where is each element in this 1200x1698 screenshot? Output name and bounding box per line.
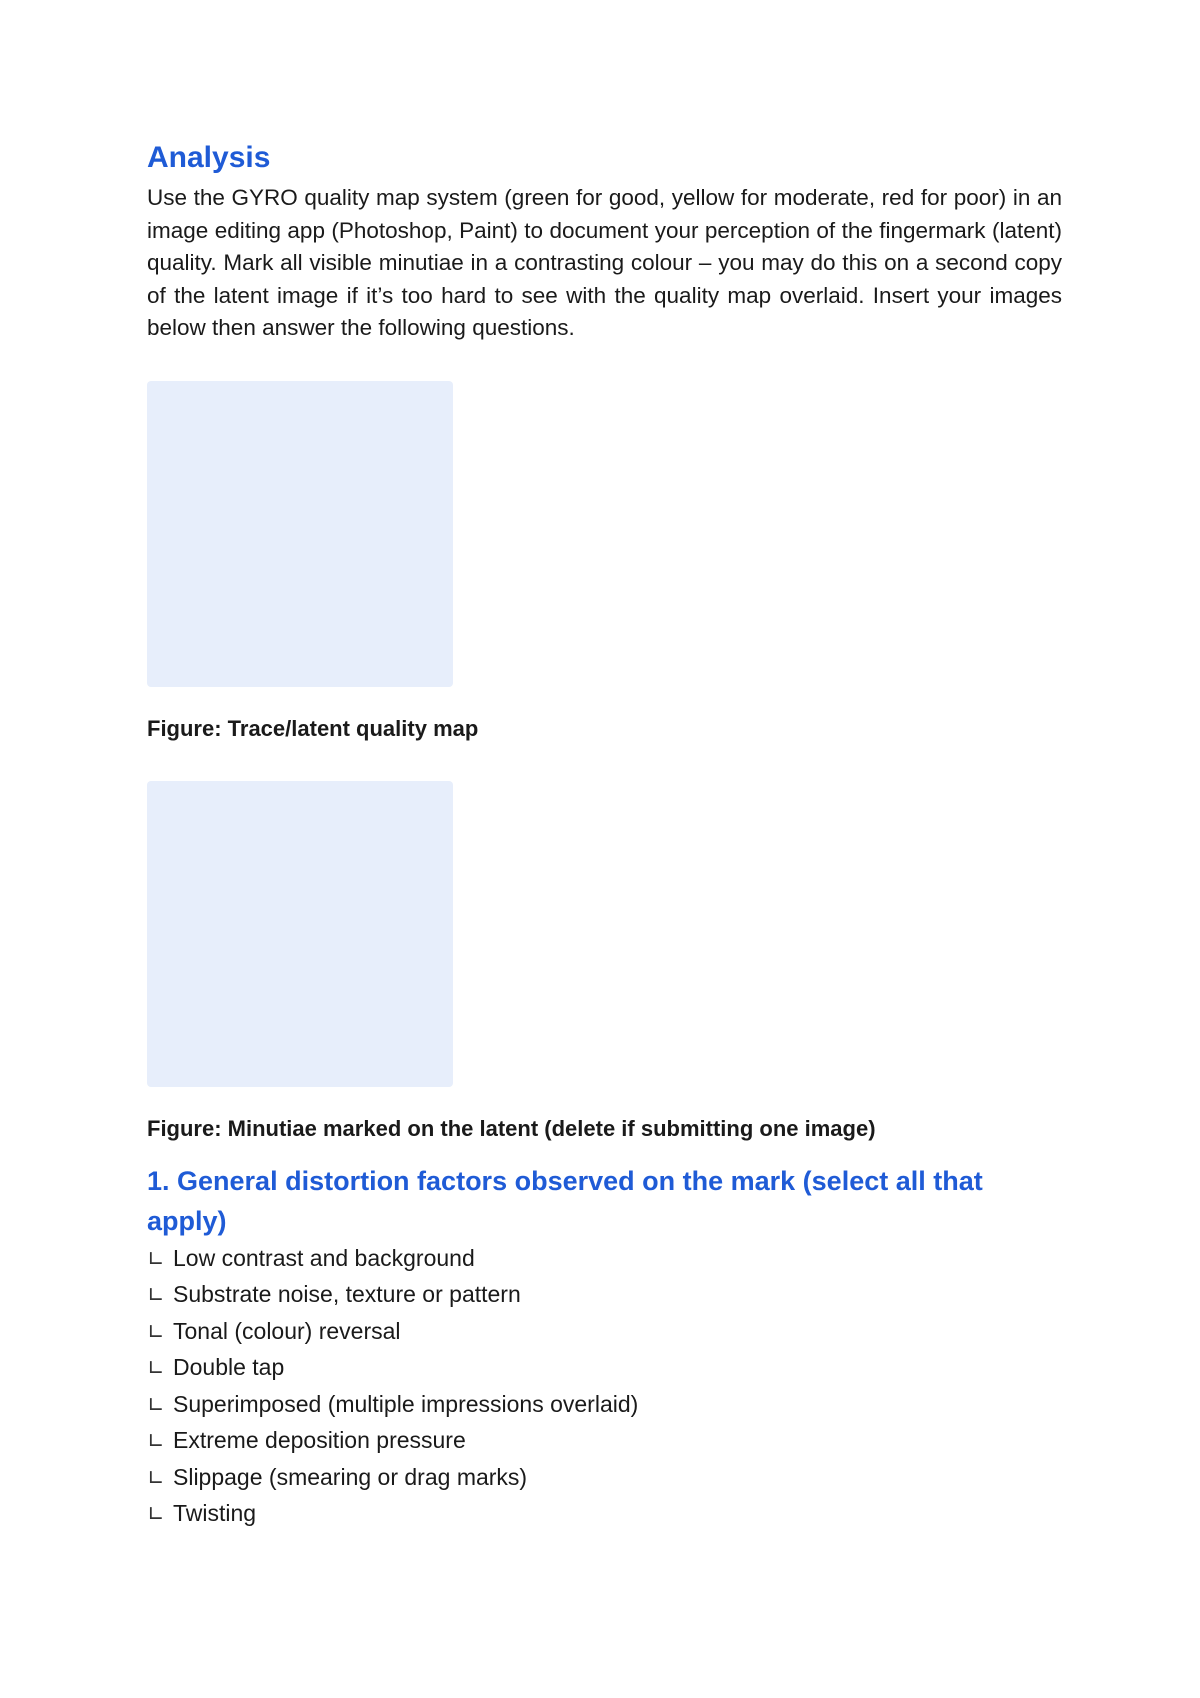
checklist-item-label: Superimposed (multiple impressions overlaid)	[173, 1390, 639, 1417]
figure-caption-minutiae: Figure: Minutiae marked on the latent (delete if submitting one image)	[147, 1115, 876, 1141]
checklist-item-label: Substrate noise, texture or pattern	[173, 1281, 521, 1307]
checklist-item-deposition-pressure[interactable]	[147, 1423, 1062, 1460]
checklist-item-substrate-noise[interactable]	[147, 1277, 1062, 1314]
checkbox-icon[interactable]: ∟	[147, 1319, 165, 1344]
checkbox-icon[interactable]: ∟	[147, 1246, 165, 1271]
checklist-item-twisting[interactable]	[147, 1496, 1062, 1533]
checklist-item-label: Extreme deposition pressure	[173, 1427, 466, 1453]
figure-caption-quality-map: Figure: Trace/latent quality map	[147, 715, 479, 741]
checkbox-icon[interactable]: ∟	[147, 1392, 165, 1417]
distortion-factors-checklist	[147, 1241, 1062, 1533]
checklist-item-superimposed[interactable]	[147, 1387, 1062, 1424]
checklist-item-low-contrast[interactable]	[147, 1241, 1062, 1278]
checklist-item-slippage[interactable]	[147, 1460, 1062, 1497]
analysis-instructions: Use the GYRO quality map system (green for good, yellow for moderate, red for poor) in an image editing app (Photoshop, Paint) to document your perception of the fingermark (latent) quality. Mark all visible minutiae in a contrasting colour – you may do this on a second copy of the latent image if it’s too hard to see with the quality map overlaid. Insert your images below then answer the following questions.	[147, 185, 1062, 340]
question-1-heading: 1. General distortion factors observed on the mark (select all that apply)	[147, 1165, 983, 1236]
checklist-item-label: Double tap	[173, 1354, 285, 1380]
checklist-item-label: Low contrast and background	[173, 1244, 475, 1271]
checkbox-icon[interactable]: ∟	[147, 1502, 165, 1526]
checklist-item-label: Twisting	[173, 1500, 257, 1526]
checklist-item-tonal-reversal[interactable]	[147, 1314, 1062, 1351]
minutiae-image-placeholder[interactable]	[147, 781, 453, 1087]
section-heading-analysis: Analysis	[147, 141, 271, 174]
checkbox-icon[interactable]: ∟	[147, 1429, 165, 1453]
checkbox-icon[interactable]: ∟	[147, 1465, 165, 1490]
checklist-item-label: Tonal (colour) reversal	[173, 1317, 401, 1344]
checklist-item-label: Slippage (smearing or drag marks)	[173, 1463, 528, 1490]
quality-map-image-placeholder[interactable]	[147, 381, 453, 687]
document-page	[147, 140, 1062, 1533]
checkbox-icon[interactable]: ∟	[147, 1356, 165, 1380]
checkbox-icon[interactable]: ∟	[147, 1283, 165, 1307]
checklist-item-double-tap[interactable]	[147, 1350, 1062, 1387]
